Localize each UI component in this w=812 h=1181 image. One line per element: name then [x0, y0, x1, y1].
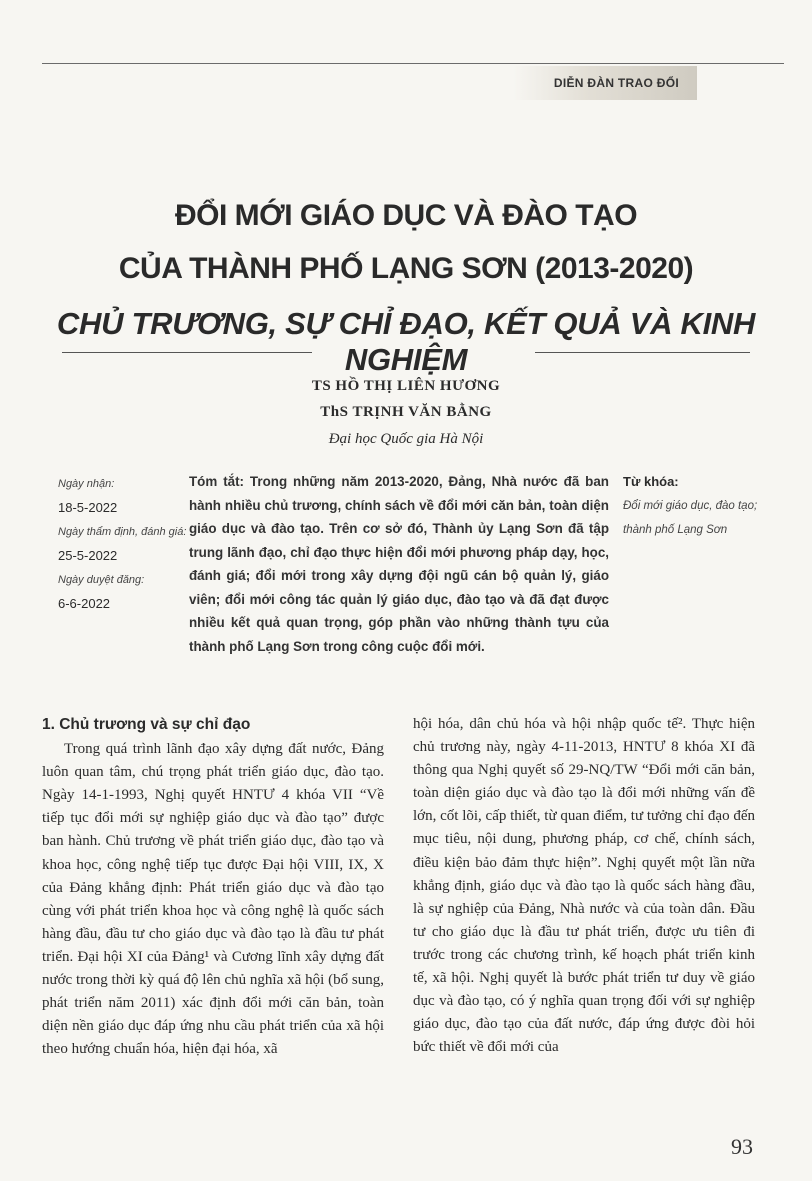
- body-column-right: [413, 713, 755, 1059]
- section-tag: DIỄN ĐÀN TRAO ĐỔI: [513, 66, 697, 100]
- paragraph-left: Trong quá trình lãnh đạo xây dựng đất nước, Đảng luôn quan tâm, chú trọng phát triển giáo dục, đào tạo. Ngày 14-1-1993, Nghị quyết HNTƯ 4 khóa VII “Về tiếp tục đổi mới sự nghiệp giáo dục và đào tạo” được ban hành. Chủ trương về phát triển giáo dục, đào tạo và khoa học, công nghệ tiếp tục được Đại hội VIII, IX, X của Đảng khẳng định: Phát triển giáo dục và đào tạo cùng với phát triển khoa học và công nghệ là quốc sách hàng đầu, đầu tư cho giáo dục và đào tạo là đầu tư phát triển. Đại hội XI của Đảng¹ và Cương lĩnh xây dựng đất nước trong thời kỳ quá độ lên chủ nghĩa xã hội (bổ sung, phát triển năm 2011) xác định đổi mới căn bản, toàn diện nền giáo dục đáp ứng nhu cầu phát triển của xã hội theo hướng chuẩn hóa, hiện đại hóa, xã: [42, 741, 384, 1058]
- reviewed-date: 25-5-2022: [58, 548, 118, 563]
- keywords-text: Đổi mới giáo dục, đào tạo; thành phố Lạng Sơn: [623, 500, 758, 536]
- title-line-1: ĐỔI MỚI GIÁO DỤC VÀ ĐÀO TẠO: [174, 199, 638, 232]
- page-number: 93: [731, 1134, 753, 1159]
- title-rule-right: [535, 352, 750, 353]
- abstract: Tóm tắt: Trong những năm 2013-2020, Đảng, Nhà nước đã ban hành nhiều chủ trương, chính sách về đổi mới căn bản, toàn diện giáo dục và đào tạo. Trên cơ sở đó, Thành ủy Lạng Sơn đã tập trung lãnh đạo, chỉ đạo thực hiện đổi mới phương pháp dạy, học, đánh giá; đổi mới trong xây dựng đội ngũ cán bộ quản lý, giáo viên; đổi mới công tác quản lý giáo dục, đào tạo và đã đạt được nhiều kết quả quan trọng, góp phần vào những thành tựu của thành phố Lạng Sơn trong công cuộc đổi mới.: [189, 474, 609, 654]
- received-label: Ngày nhận:: [58, 478, 115, 490]
- article-dates: [58, 472, 186, 616]
- title-rule-left: [62, 352, 312, 353]
- title-line-2: CỦA THÀNH PHỐ LẠNG SƠN (2013-2020): [118, 252, 694, 285]
- received-date: 18-5-2022: [58, 500, 118, 515]
- keywords: [623, 470, 773, 542]
- paragraph-right: hội hóa, dân chủ hóa và hội nhập quốc tế². Thực hiện chủ trương này, ngày 4-11-2013, HNTƯ 8 khóa XI đã thông qua Nghị quyết số 29-NQ/TW “Đổi mới căn bản, toàn diện giáo dục và đào tạo là đổi mới những vấn đề lớn, cốt lõi, cấp thiết, từ quan điểm, tư tưởng chỉ đạo đến mục tiêu, nội dung, phương pháp, cơ chế, chính sách, điều kiện bảo đảm thực hiện”. Nghị quyết một lần nữa khẳng định, giáo dục và đào tạo là quốc sách hàng đầu, là sự nghiệp của Đảng, Nhà nước và của toàn dân. Đầu tư cho giáo dục là đầu tư phát triển, được ưu tiên đi trước trong các chương trình, kế hoạch phát triển kinh tế, xã hội. Nghị quyết là bước phát triển tư duy về giáo dục và đào tạo, có ý nghĩa quan trọng đối với sự nghiệp giáo dục, đào tạo của đất nước, đáp ứng được đòi hỏi bức thiết về đổi mới của: [413, 716, 755, 1056]
- approved-date: 6-6-2022: [58, 596, 111, 611]
- author-2: ThS TRỊNH VĂN BẰNG: [320, 404, 492, 420]
- author-1: TS HỒ THỊ LIÊN HƯƠNG: [311, 378, 501, 394]
- approved-label: Ngày duyệt đăng:: [58, 574, 145, 586]
- body-column-left: [42, 713, 384, 1061]
- keywords-label: Từ khóa:: [623, 474, 679, 489]
- section-heading: 1. Chủ trương và sự chỉ đạo: [42, 716, 251, 733]
- affiliation: Đại học Quốc gia Hà Nội: [328, 431, 484, 447]
- reviewed-label: Ngày thẩm định, đánh giá:: [58, 526, 187, 538]
- title-line-3: CHỦ TRƯƠNG, SỰ CHỈ ĐẠO, KẾT QUẢ VÀ KINH NGHIỆM: [56, 306, 756, 377]
- header-rule: [42, 63, 784, 64]
